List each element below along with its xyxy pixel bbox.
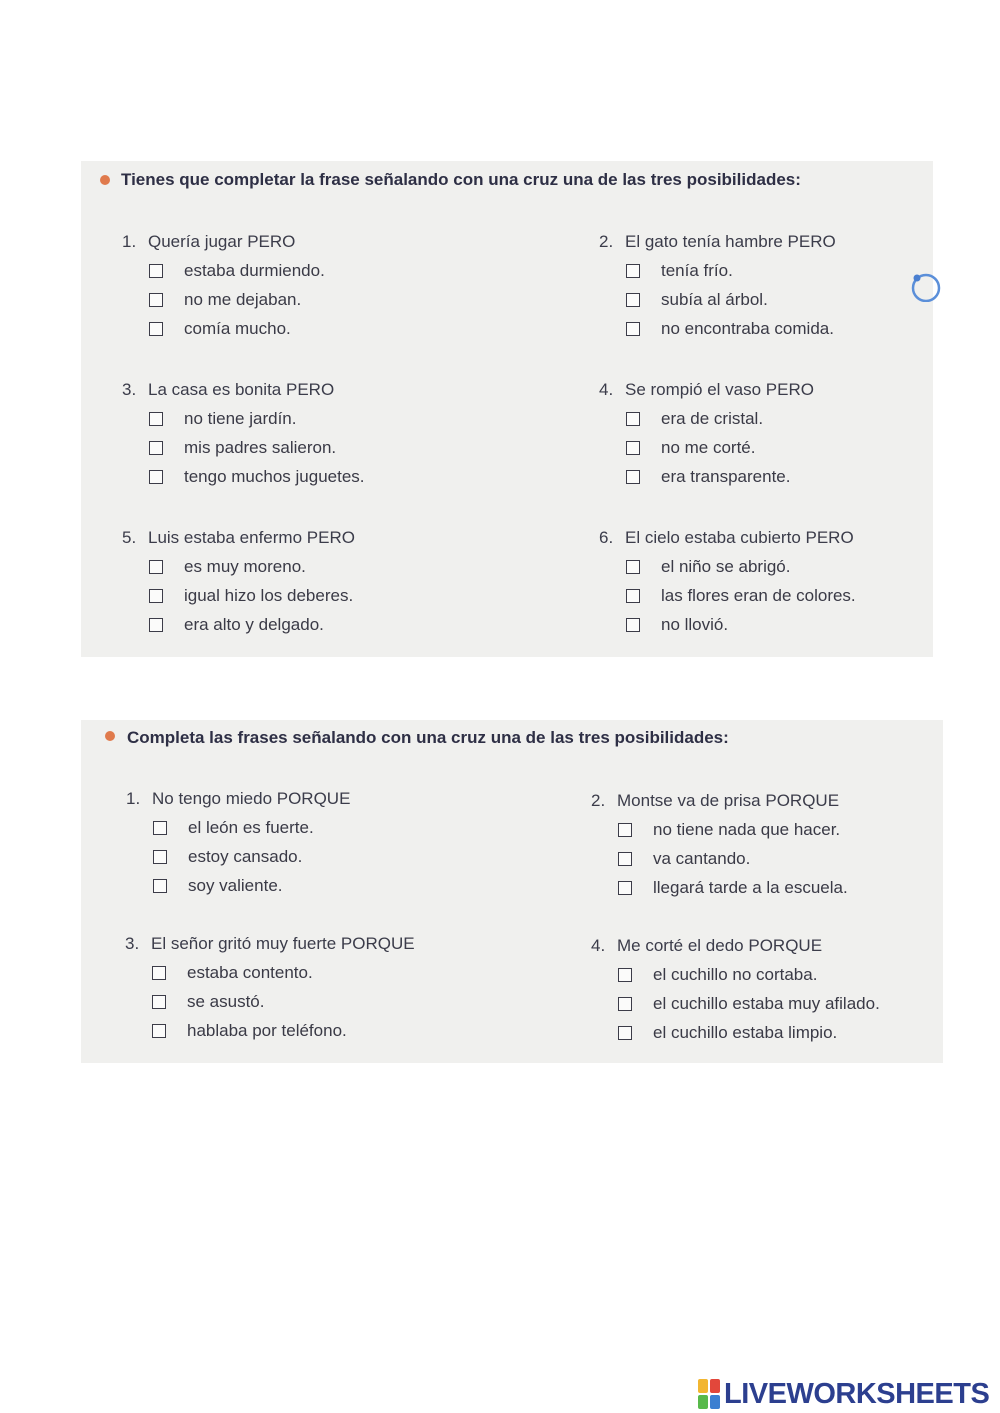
answer-option: estoy cansado. bbox=[126, 842, 526, 871]
answer-option: mis padres salieron. bbox=[122, 433, 522, 462]
answer-option: igual hizo los deberes. bbox=[122, 581, 522, 610]
checkbox[interactable] bbox=[626, 293, 640, 307]
answer-option: no me corté. bbox=[599, 433, 999, 462]
checkbox[interactable] bbox=[618, 997, 632, 1011]
answer-option: no tiene nada que hacer. bbox=[591, 815, 991, 844]
answer-option: el cuchillo no cortaba. bbox=[591, 960, 991, 989]
checkbox[interactable] bbox=[152, 995, 166, 1009]
answer-option: estaba durmiendo. bbox=[122, 256, 522, 285]
checkbox[interactable] bbox=[152, 1024, 166, 1038]
checkbox[interactable] bbox=[618, 968, 632, 982]
answer-option: el cuchillo estaba limpio. bbox=[591, 1018, 991, 1047]
question-stem: 6. El cielo estaba cubierto PERO bbox=[599, 528, 854, 547]
answer-option: las flores eran de colores. bbox=[599, 581, 999, 610]
liveworksheets-logo[interactable] bbox=[698, 1377, 989, 1411]
answer-option: no encontraba comida. bbox=[599, 314, 999, 343]
question-5 bbox=[122, 523, 522, 639]
question-stem: 2. El gato tenía hambre PERO bbox=[599, 232, 836, 251]
checkbox[interactable] bbox=[149, 560, 163, 574]
checkbox[interactable] bbox=[149, 589, 163, 603]
question-3 bbox=[122, 375, 522, 491]
question-stem: 5. Luis estaba enfermo PERO bbox=[122, 528, 355, 547]
answer-option: es muy moreno. bbox=[122, 552, 522, 581]
question-2 bbox=[591, 786, 991, 902]
exercise-2-instruction: Completa las frases señalando con una cruz una de las tres posibilidades: bbox=[127, 728, 729, 747]
answer-option: el niño se abrigó. bbox=[599, 552, 999, 581]
checkbox[interactable] bbox=[626, 441, 640, 455]
checkbox[interactable] bbox=[152, 966, 166, 980]
checkbox[interactable] bbox=[626, 618, 640, 632]
answer-option: tengo muchos juguetes. bbox=[122, 462, 522, 491]
circle-marker-icon[interactable] bbox=[911, 272, 941, 302]
question-stem: 3. El señor gritó muy fuerte PORQUE bbox=[125, 934, 415, 953]
checkbox[interactable] bbox=[149, 470, 163, 484]
checkbox[interactable] bbox=[153, 879, 167, 893]
checkbox[interactable] bbox=[618, 823, 632, 837]
question-stem: 1. Quería jugar PERO bbox=[122, 232, 296, 251]
exercise-2-panel bbox=[81, 720, 943, 1063]
checkbox[interactable] bbox=[153, 850, 167, 864]
answer-option: tenía frío. bbox=[599, 256, 999, 285]
liveworksheets-logo-icon bbox=[698, 1379, 720, 1409]
checkbox[interactable] bbox=[626, 589, 640, 603]
question-stem: 4. Se rompió el vaso PERO bbox=[599, 380, 814, 399]
exercise-1-instruction: Tienes que completar la frase señalando con una cruz una de las tres posibilidades: bbox=[121, 170, 801, 189]
checkbox[interactable] bbox=[149, 441, 163, 455]
question-stem: 4. Me corté el dedo PORQUE bbox=[591, 936, 823, 955]
checkbox[interactable] bbox=[618, 852, 632, 866]
answer-option: era alto y delgado. bbox=[122, 610, 522, 639]
answer-option: el cuchillo estaba muy afilado. bbox=[591, 989, 991, 1018]
answer-option: era de cristal. bbox=[599, 404, 999, 433]
question-3 bbox=[125, 929, 525, 1045]
question-stem: 2. Montse va de prisa PORQUE bbox=[591, 791, 840, 810]
checkbox[interactable] bbox=[149, 293, 163, 307]
checkbox[interactable] bbox=[153, 821, 167, 835]
answer-option: el león es fuerte. bbox=[126, 813, 526, 842]
answer-option: soy valiente. bbox=[126, 871, 526, 900]
answer-option: era transparente. bbox=[599, 462, 999, 491]
checkbox[interactable] bbox=[626, 264, 640, 278]
answer-option: comía mucho. bbox=[122, 314, 522, 343]
checkbox[interactable] bbox=[626, 412, 640, 426]
answer-option: no me dejaban. bbox=[122, 285, 522, 314]
answer-option: llegará tarde a la escuela. bbox=[591, 873, 991, 902]
logo-text: LIVEWORKSHEETS bbox=[724, 1377, 990, 1410]
bullet-icon bbox=[100, 175, 110, 185]
checkbox[interactable] bbox=[149, 412, 163, 426]
answer-option: se asustó. bbox=[125, 987, 525, 1016]
checkbox[interactable] bbox=[618, 881, 632, 895]
checkbox[interactable] bbox=[149, 264, 163, 278]
answer-option: no tiene jardín. bbox=[122, 404, 522, 433]
checkbox[interactable] bbox=[626, 470, 640, 484]
question-4 bbox=[599, 375, 999, 491]
exercise-1-panel bbox=[81, 161, 933, 657]
checkbox[interactable] bbox=[149, 322, 163, 336]
answer-option: hablaba por teléfono. bbox=[125, 1016, 525, 1045]
question-1 bbox=[122, 227, 522, 343]
checkbox[interactable] bbox=[626, 322, 640, 336]
answer-option: estaba contento. bbox=[125, 958, 525, 987]
bullet-icon bbox=[105, 731, 115, 741]
answer-option: no llovió. bbox=[599, 610, 999, 639]
question-1 bbox=[126, 784, 526, 900]
question-stem: 3. La casa es bonita PERO bbox=[122, 380, 335, 399]
checkbox[interactable] bbox=[149, 618, 163, 632]
question-4 bbox=[591, 931, 991, 1047]
question-stem: 1. No tengo miedo PORQUE bbox=[126, 789, 351, 808]
answer-option: va cantando. bbox=[591, 844, 991, 873]
question-6 bbox=[599, 523, 999, 639]
answer-option: subía al árbol. bbox=[599, 285, 999, 314]
checkbox[interactable] bbox=[618, 1026, 632, 1040]
checkbox[interactable] bbox=[626, 560, 640, 574]
